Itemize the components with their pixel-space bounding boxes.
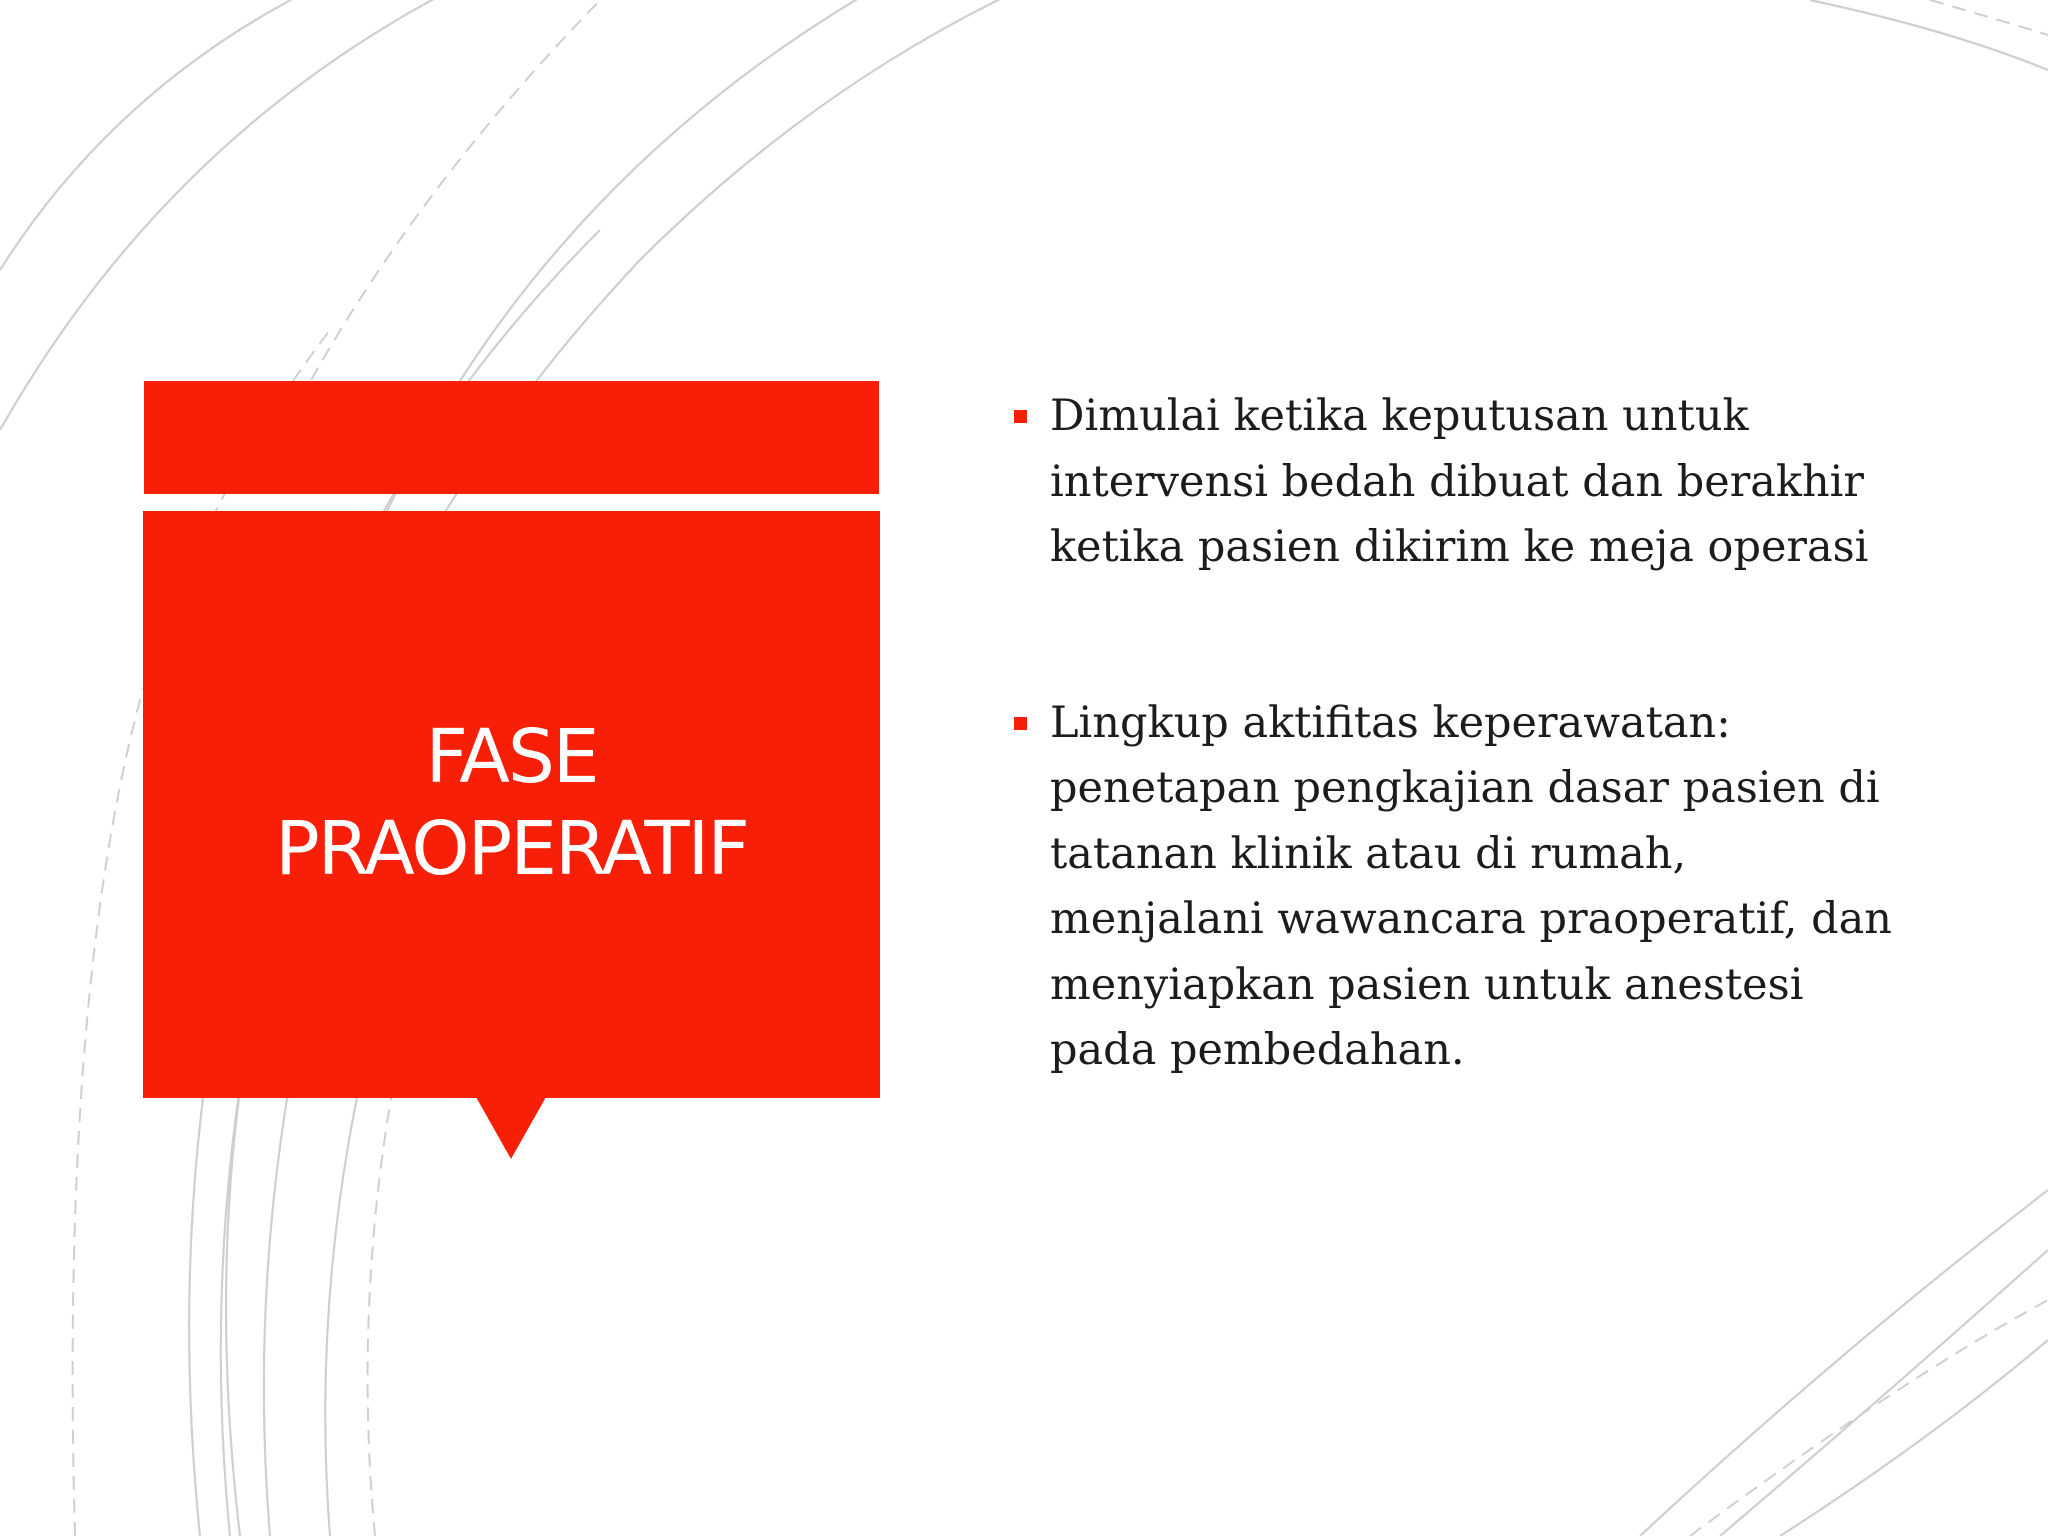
bullet-text-line: pada pembedahan. (1050, 1025, 1465, 1075)
callout-pointer-triangle (476, 1097, 546, 1159)
bullet-text-line: menyiapkan pasien untuk anestesi (1050, 959, 1804, 1010)
bullet-text-line: intervensi bedah dibuat dan berakhir (1050, 456, 1864, 507)
bullet-text-line: ketika pasien dikirim ke meja operasi (1050, 522, 1869, 572)
bullet-text-line: Lingkup aktifitas keperawatan: (1050, 697, 1731, 748)
bullet-text-line: tatanan klinik atau di rumah, (1050, 828, 1687, 879)
title-accent-bar (144, 381, 879, 494)
slide-title (275, 711, 748, 895)
bullet-item (1012, 384, 1912, 581)
bullet-text-line: penetapan pengkajian dasar pasien di (1050, 763, 1880, 813)
slide-title-line: FASE (425, 713, 598, 800)
square-bullet-icon (1014, 717, 1027, 730)
bullet-item (1012, 691, 1912, 1084)
bullet-text-line: Dimulai ketika keputusan untuk (1050, 391, 1749, 441)
bullet-text-line: menjalani wawancara praoperatif, dan (1050, 894, 1892, 944)
title-callout-box (143, 511, 880, 1098)
bullet-list (1012, 384, 1912, 1084)
slide-title-line: PRAOPERATIF (275, 805, 748, 892)
square-bullet-icon (1014, 410, 1027, 423)
